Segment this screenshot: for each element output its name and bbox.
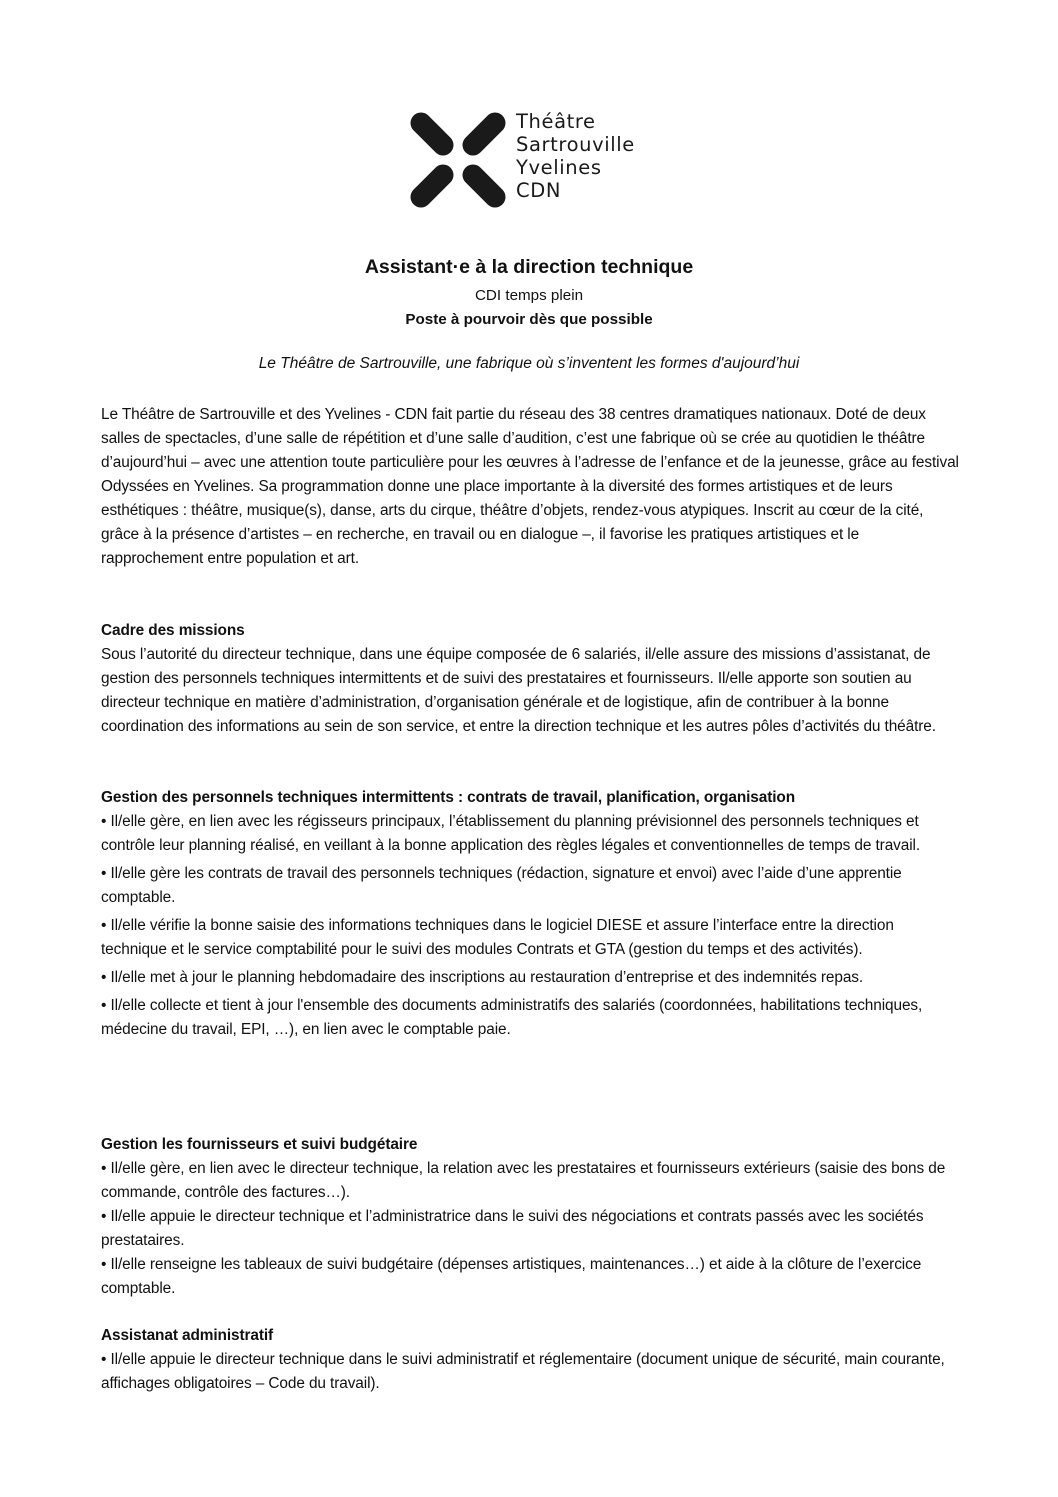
logo-line: CDN — [516, 179, 562, 202]
list-item: • Il/elle appuie le directeur technique dans le suivi administratif et réglementaire (document unique de sécurité, main courante, affichages obligatoires – Code du travail). — [101, 1351, 945, 1392]
logo-wordmark — [516, 110, 635, 202]
section-fournisseurs — [101, 1133, 963, 1301]
list-item: • Il/elle gère, en lien avec les régisseurs principaux, l’établissement du planning prévisionnel des personnels techniques et contrôle leur planning réalisé, en veillant à la bonne application des règles légales et conventionnelles de temps de travail. — [101, 813, 921, 854]
list-item: • Il/elle collecte et tient à jour l'ensemble des documents administratifs des salariés (coordonnées, habilitations techniques, médecine du travail, EPI, …), en lien avec le comptable paie. — [101, 997, 923, 1038]
intro-paragraph-block — [101, 403, 963, 571]
bullet-list — [101, 1348, 963, 1396]
tagline: Le Théâtre de Sartrouville, une fabrique où s’inventent les formes d'aujourd’hui — [258, 355, 800, 372]
section-paragraph: Sous l’autorité du directeur technique, dans une équipe composée de 6 salariés, il/elle assure des missions d’assistanat, de gestion des personnels techniques intermittents et de suivi des prestataires et fournisseurs. Il/elle apporte son soutien au directeur technique en matière d’administration, d’organisation générale et de logistique, afin de contribuer à la bonne coordination des informations au sein de son service, et entre la direction technique et les autres pôles d’activités du théâtre. — [101, 646, 936, 735]
section-heading: Assistanat administratif — [101, 1327, 274, 1344]
section-heading: Cadre des missions — [101, 622, 245, 639]
availability: Poste à pourvoir dès que possible — [405, 311, 653, 328]
list-item: • Il/elle appuie le directeur technique et l’administratrice dans le suivi des négociations et contrats passés avec les sociétés prestataires. — [101, 1208, 924, 1249]
list-item: • Il/elle met à jour le planning hebdomadaire des inscriptions au restauration d’entreprise et des indemnités repas. — [101, 969, 864, 986]
list-item: • Il/elle vérifie la bonne saisie des informations techniques dans le logiciel DIESE et assure l’interface entre la direction technique et le service comptabilité pour le suivi des modules Contrats et GTA (gestion du temps et des activités). — [101, 917, 894, 958]
section-heading: Gestion les fournisseurs et suivi budgétaire — [101, 1136, 418, 1153]
theatre-logo — [408, 110, 668, 210]
intro-paragraph: Le Théâtre de Sartrouville et des Yvelines - CDN fait partie du réseau des 38 centres dramatiques nationaux. Doté de deux salles de spectacles, d’une salle de répétition et d’une salle d’audition, c’est une fabrique où se crée au quotidien le théâtre d’aujourd’hui – avec une attention toute particulière pour les œuvres à l’adresse de l’enfance et de la jeunesse, grâce au festival Odyssées en Yvelines. Sa programmation donne une place importante à la diversité des formes artistiques et de leurs esthétiques : théâtre, musique(s), danse, arts du cirque, théâtre d’objets, rendez-vous atypiques. Inscrit au cœur de la cité, grâce à la présence d’artistes – en recherche, en travail ou en dialogue –, il favorise les pratiques artistiques et le rapprochement entre population et art. — [101, 406, 959, 567]
logo-line: Théâtre — [516, 110, 596, 133]
bullet-list — [101, 810, 963, 1042]
list-item: • Il/elle gère les contrats de travail des personnels techniques (rédaction, signature et envoi) avec l’aide d’une apprentie comptable. — [101, 865, 902, 906]
x-logo-mark-icon — [408, 110, 508, 210]
list-item: • Il/elle gère, en lien avec le directeur technique, la relation avec les prestataires et fournisseurs extérieurs (saisie des bons de commande, contrôle des factures…). — [101, 1160, 946, 1201]
bullet-list — [101, 1157, 963, 1301]
section-cadre — [101, 619, 963, 739]
logo-line: Yvelines — [516, 156, 602, 179]
job-title: Assistant·e à la direction technique — [364, 256, 694, 278]
logo-line: Sartrouville — [516, 133, 635, 156]
section-assistanat — [101, 1324, 963, 1400]
contract-type: CDI temps plein — [474, 287, 584, 304]
section-heading: Gestion des personnels techniques intermittents : contrats de travail, planification, organisation — [101, 789, 796, 806]
section-gestion-personnels — [101, 786, 963, 1046]
list-item: • Il/elle renseigne les tableaux de suivi budgétaire (dépenses artistiques, maintenances…) et aide à la clôture de l’exercice comptable. — [101, 1256, 922, 1297]
